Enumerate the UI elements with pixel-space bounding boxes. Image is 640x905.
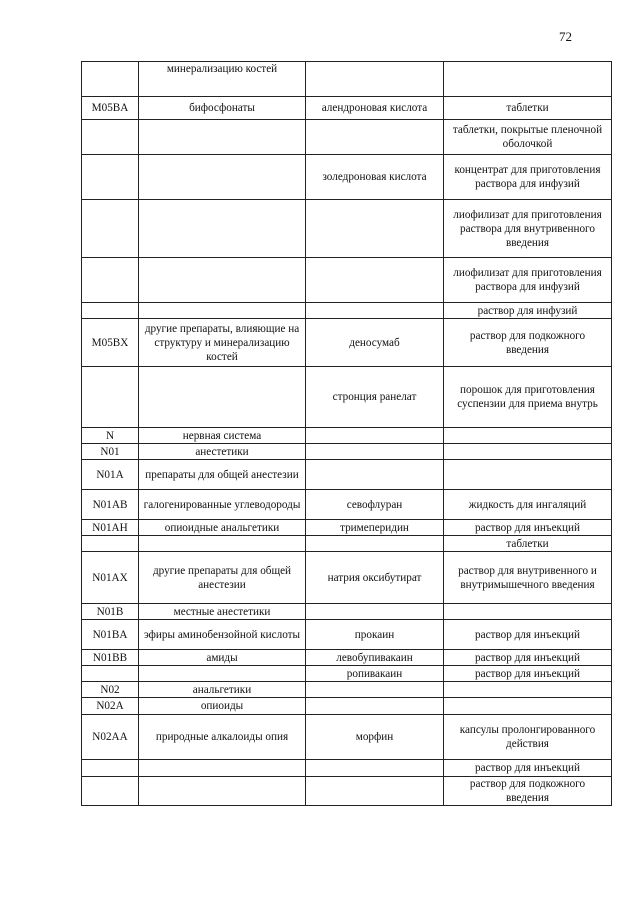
group-name-cell: другие препараты, влияющие на структуру и минерализацию костей	[139, 319, 306, 367]
dosage-form-cell: раствор для инъекций	[444, 760, 612, 777]
table-row	[82, 428, 612, 444]
group-name-cell	[139, 155, 306, 200]
inn-cell: левобупивакаин	[306, 650, 444, 666]
inn-cell	[306, 460, 444, 490]
table-row	[82, 666, 612, 682]
inn-cell	[306, 303, 444, 319]
atc-code-cell: N02A	[82, 698, 139, 715]
group-name-cell: анальгетики	[139, 682, 306, 698]
dosage-form-cell: концентрат для приготовления раствора для инфузий	[444, 155, 612, 200]
inn-cell: тримеперидин	[306, 520, 444, 536]
inn-cell	[306, 777, 444, 806]
inn-cell: севофлуран	[306, 490, 444, 520]
group-name-cell: опиоидные анальгетики	[139, 520, 306, 536]
inn-cell	[306, 200, 444, 258]
group-name-cell: другие препараты для общей анестезии	[139, 552, 306, 604]
group-name-cell	[139, 760, 306, 777]
inn-cell	[306, 428, 444, 444]
inn-cell: золедроновая кислота	[306, 155, 444, 200]
group-name-cell	[139, 200, 306, 258]
atc-code-cell	[82, 777, 139, 806]
dosage-form-cell: раствор для инъекций	[444, 650, 612, 666]
inn-cell	[306, 536, 444, 552]
dosage-form-cell: раствор для подкожного введения	[444, 777, 612, 806]
dosage-form-cell: раствор для подкожного введения	[444, 319, 612, 367]
atc-code-cell	[82, 666, 139, 682]
atc-code-cell: M05BA	[82, 97, 139, 120]
table-row	[82, 120, 612, 155]
atc-code-cell	[82, 303, 139, 319]
group-name-cell: бифосфонаты	[139, 97, 306, 120]
group-name-cell	[139, 777, 306, 806]
dosage-form-cell: таблетки	[444, 536, 612, 552]
dosage-form-cell: раствор для инфузий	[444, 303, 612, 319]
atc-code-cell: N01AH	[82, 520, 139, 536]
atc-code-cell	[82, 367, 139, 428]
table-body	[82, 62, 612, 806]
atc-code-cell: N02AA	[82, 715, 139, 760]
inn-cell	[306, 444, 444, 460]
inn-cell	[306, 760, 444, 777]
inn-cell	[306, 682, 444, 698]
atc-code-cell	[82, 120, 139, 155]
dosage-form-cell	[444, 428, 612, 444]
dosage-form-cell: капсулы пролонгированного действия	[444, 715, 612, 760]
table-row	[82, 536, 612, 552]
dosage-form-cell: раствор для инъекций	[444, 620, 612, 650]
dosage-form-cell	[444, 698, 612, 715]
atc-code-cell: N01BB	[82, 650, 139, 666]
dosage-form-cell: порошок для приготовления суспензии для приема внутрь	[444, 367, 612, 428]
group-name-cell	[139, 120, 306, 155]
group-name-cell: амиды	[139, 650, 306, 666]
inn-cell	[306, 604, 444, 620]
group-name-cell: опиоиды	[139, 698, 306, 715]
dosage-form-cell: раствор для внутривенного и внутримышечного введения	[444, 552, 612, 604]
dosage-form-cell	[444, 460, 612, 490]
dosage-form-cell: раствор для инъекций	[444, 520, 612, 536]
atc-code-cell	[82, 200, 139, 258]
group-name-cell	[139, 258, 306, 303]
table-row	[82, 620, 612, 650]
group-name-cell	[139, 666, 306, 682]
table-row	[82, 303, 612, 319]
table-row	[82, 460, 612, 490]
table-row	[82, 650, 612, 666]
dosage-form-cell: раствор для инъекций	[444, 666, 612, 682]
inn-cell: стронция ранелат	[306, 367, 444, 428]
table-row	[82, 367, 612, 428]
table-row	[82, 777, 612, 806]
dosage-form-cell: жидкость для ингаляций	[444, 490, 612, 520]
atc-code-cell: N02	[82, 682, 139, 698]
table-row	[82, 62, 612, 97]
table-row	[82, 520, 612, 536]
group-name-cell: природные алкалоиды опия	[139, 715, 306, 760]
table-row	[82, 258, 612, 303]
table-row	[82, 552, 612, 604]
atc-code-cell	[82, 62, 139, 97]
atc-code-cell	[82, 258, 139, 303]
table-row	[82, 97, 612, 120]
group-name-cell: местные анестетики	[139, 604, 306, 620]
dosage-form-cell	[444, 604, 612, 620]
atc-code-cell: N01B	[82, 604, 139, 620]
group-name-cell: галогенированные углеводороды	[139, 490, 306, 520]
inn-cell: прокаин	[306, 620, 444, 650]
page-number: 72	[559, 29, 572, 44]
table-row	[82, 155, 612, 200]
group-name-cell: минерализацию костей	[139, 62, 306, 97]
atc-code-cell: N	[82, 428, 139, 444]
atc-code-cell	[82, 155, 139, 200]
dosage-form-cell	[444, 62, 612, 97]
group-name-cell: препараты для общей анестезии	[139, 460, 306, 490]
atc-code-cell: N01AB	[82, 490, 139, 520]
dosage-form-cell: лиофилизат для приготовления раствора для инфузий	[444, 258, 612, 303]
group-name-cell	[139, 536, 306, 552]
atc-code-cell: N01	[82, 444, 139, 460]
atc-code-cell	[82, 536, 139, 552]
table-row	[82, 200, 612, 258]
inn-cell	[306, 120, 444, 155]
drug-table	[81, 61, 612, 806]
atc-code-cell: N01A	[82, 460, 139, 490]
inn-cell: натрия оксибутират	[306, 552, 444, 604]
dosage-form-cell	[444, 444, 612, 460]
table-row	[82, 698, 612, 715]
dosage-form-cell: таблетки	[444, 97, 612, 120]
inn-cell	[306, 258, 444, 303]
inn-cell	[306, 698, 444, 715]
table-row	[82, 490, 612, 520]
dosage-form-cell: таблетки, покрытые пленочной оболочкой	[444, 120, 612, 155]
atc-code-cell: M05BX	[82, 319, 139, 367]
atc-code-cell: N01AX	[82, 552, 139, 604]
group-name-cell	[139, 367, 306, 428]
group-name-cell: эфиры аминобензойной кислоты	[139, 620, 306, 650]
atc-code-cell	[82, 760, 139, 777]
table-row	[82, 444, 612, 460]
inn-cell	[306, 62, 444, 97]
dosage-form-cell: лиофилизат для приготовления раствора для внутривенного введения	[444, 200, 612, 258]
table-row	[82, 760, 612, 777]
group-name-cell	[139, 303, 306, 319]
table-row	[82, 604, 612, 620]
dosage-form-cell	[444, 682, 612, 698]
group-name-cell: анестетики	[139, 444, 306, 460]
inn-cell: ропивакаин	[306, 666, 444, 682]
table-row	[82, 319, 612, 367]
inn-cell: алендроновая кислота	[306, 97, 444, 120]
group-name-cell: нервная система	[139, 428, 306, 444]
inn-cell: деносумаб	[306, 319, 444, 367]
atc-code-cell: N01BA	[82, 620, 139, 650]
inn-cell: морфин	[306, 715, 444, 760]
table-row	[82, 682, 612, 698]
table-row	[82, 715, 612, 760]
